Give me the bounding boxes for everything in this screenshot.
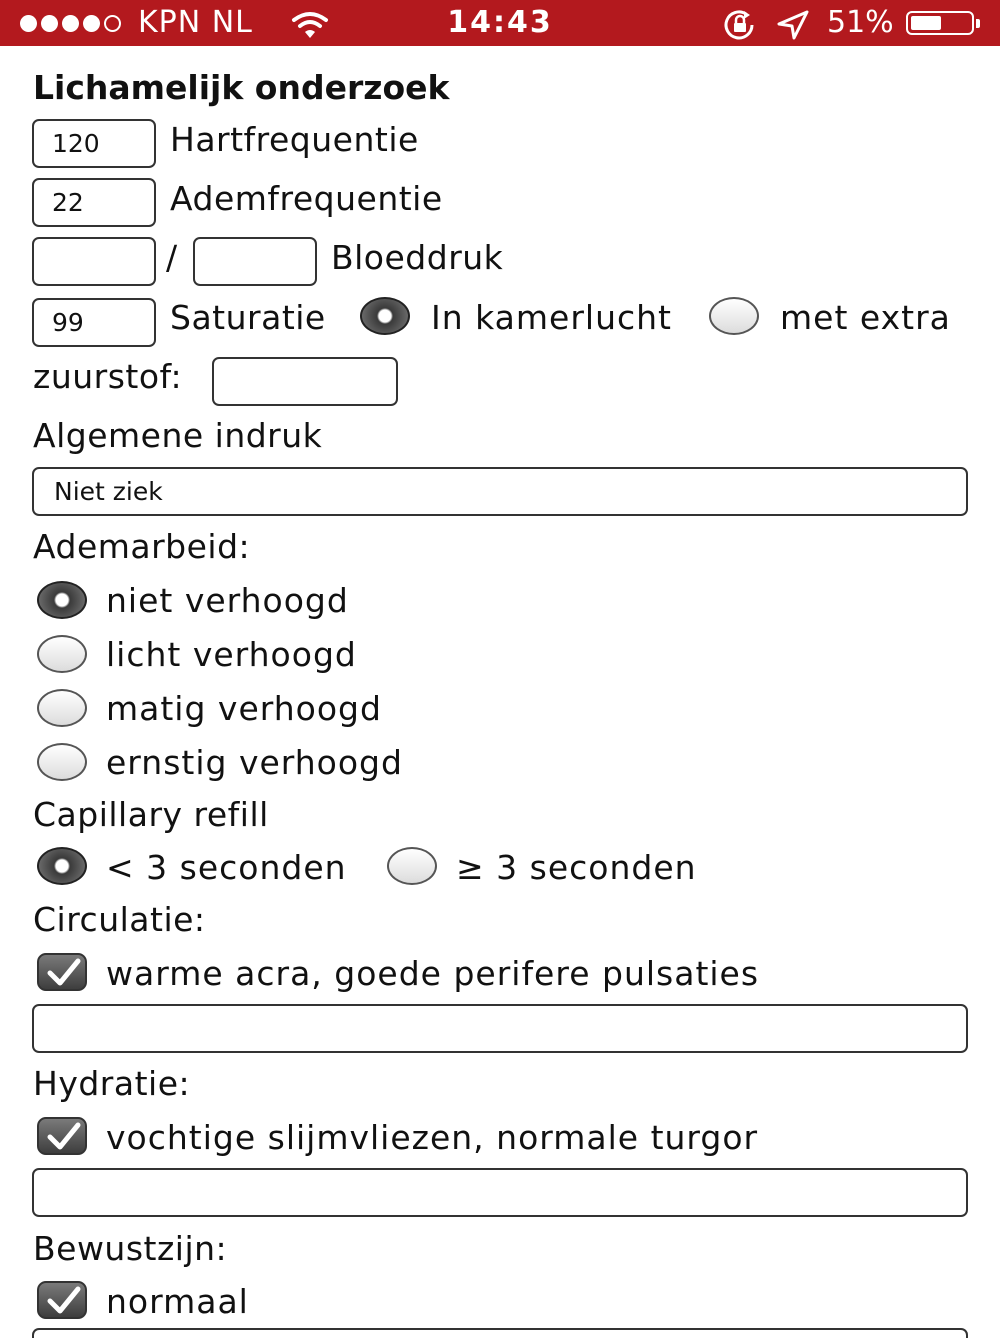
circulation-label: Circulatie: — [33, 900, 206, 939]
breathing-option-3: ernstig verhoogd — [106, 743, 403, 782]
resp-rate-label: Ademfrequentie — [170, 179, 443, 218]
ge-symbol: ≥ — [456, 848, 485, 887]
page-title: Lichamelijk onderzoek — [33, 68, 450, 107]
breathing-option-0: niet verhoogd — [106, 581, 349, 620]
hydration-note-input[interactable] — [32, 1168, 968, 1217]
diastolic-input[interactable] — [193, 237, 317, 286]
location-arrow-icon — [776, 8, 810, 38]
breathing-option-1: licht verhoogd — [106, 635, 357, 674]
general-impression-label: Algemene indruk — [33, 416, 323, 455]
radio-breathing-2[interactable] — [37, 689, 87, 727]
general-impression-input[interactable] — [32, 467, 968, 516]
hydration-label: Hydratie: — [33, 1064, 191, 1103]
hydration-check-label: vochtige slijmvliezen, normale turgor — [106, 1118, 759, 1157]
systolic-input[interactable] — [32, 237, 156, 286]
radio-capillary-lt3[interactable] — [37, 847, 87, 885]
checkmark-icon — [47, 1286, 81, 1316]
breathing-option-2: matig verhoogd — [106, 689, 382, 728]
radio-breathing-1[interactable] — [37, 635, 87, 673]
consciousness-label: Bewustzijn: — [33, 1229, 228, 1268]
capillary-label: Capillary refill — [33, 795, 269, 834]
carrier-name: KPN NL — [138, 5, 253, 40]
heart-rate-label: Hartfrequentie — [170, 120, 419, 159]
capillary-option-ge3 — [456, 848, 697, 887]
capillary-option-lt3: < 3 seconden — [106, 848, 347, 887]
radio-extra-oxygen[interactable] — [709, 297, 759, 335]
radio-breathing-3[interactable] — [37, 743, 87, 781]
oxygen-label: zuurstof: — [33, 357, 183, 396]
consciousness-checkbox[interactable] — [37, 1281, 87, 1319]
circulation-note-input[interactable] — [32, 1004, 968, 1053]
extra-oxygen-label: met extra — [780, 298, 951, 337]
circulation-checkbox[interactable] — [37, 953, 87, 991]
consciousness-check-label: normaal — [106, 1282, 249, 1321]
heart-rate-input[interactable] — [32, 119, 156, 168]
battery-icon — [906, 11, 974, 35]
clock: 14:43 — [447, 5, 553, 40]
capillary-option-ge3-text: 3 seconden — [496, 848, 697, 887]
room-air-label: In kamerlucht — [431, 298, 672, 337]
radio-capillary-ge3[interactable] — [387, 847, 437, 885]
rotation-lock-icon — [720, 8, 760, 38]
circulation-check-label: warme acra, goede perifere pulsaties — [106, 954, 760, 993]
blood-pressure-label: Bloeddruk — [331, 238, 504, 277]
status-bar — [0, 0, 1000, 46]
oxygen-input[interactable] — [212, 357, 398, 406]
bp-separator: / — [166, 238, 178, 277]
checkmark-icon — [47, 1122, 81, 1152]
saturation-input[interactable] — [32, 298, 156, 347]
breathing-label: Ademarbeid: — [33, 527, 251, 566]
resp-rate-input[interactable] — [32, 178, 156, 227]
battery-percentage: 51% — [827, 5, 894, 40]
radio-room-air[interactable] — [360, 297, 410, 335]
consciousness-note-input-partial[interactable] — [32, 1328, 968, 1338]
hydration-checkbox[interactable] — [37, 1117, 87, 1155]
saturation-label: Saturatie — [170, 298, 326, 337]
radio-breathing-0[interactable] — [37, 581, 87, 619]
checkmark-icon — [47, 958, 81, 988]
